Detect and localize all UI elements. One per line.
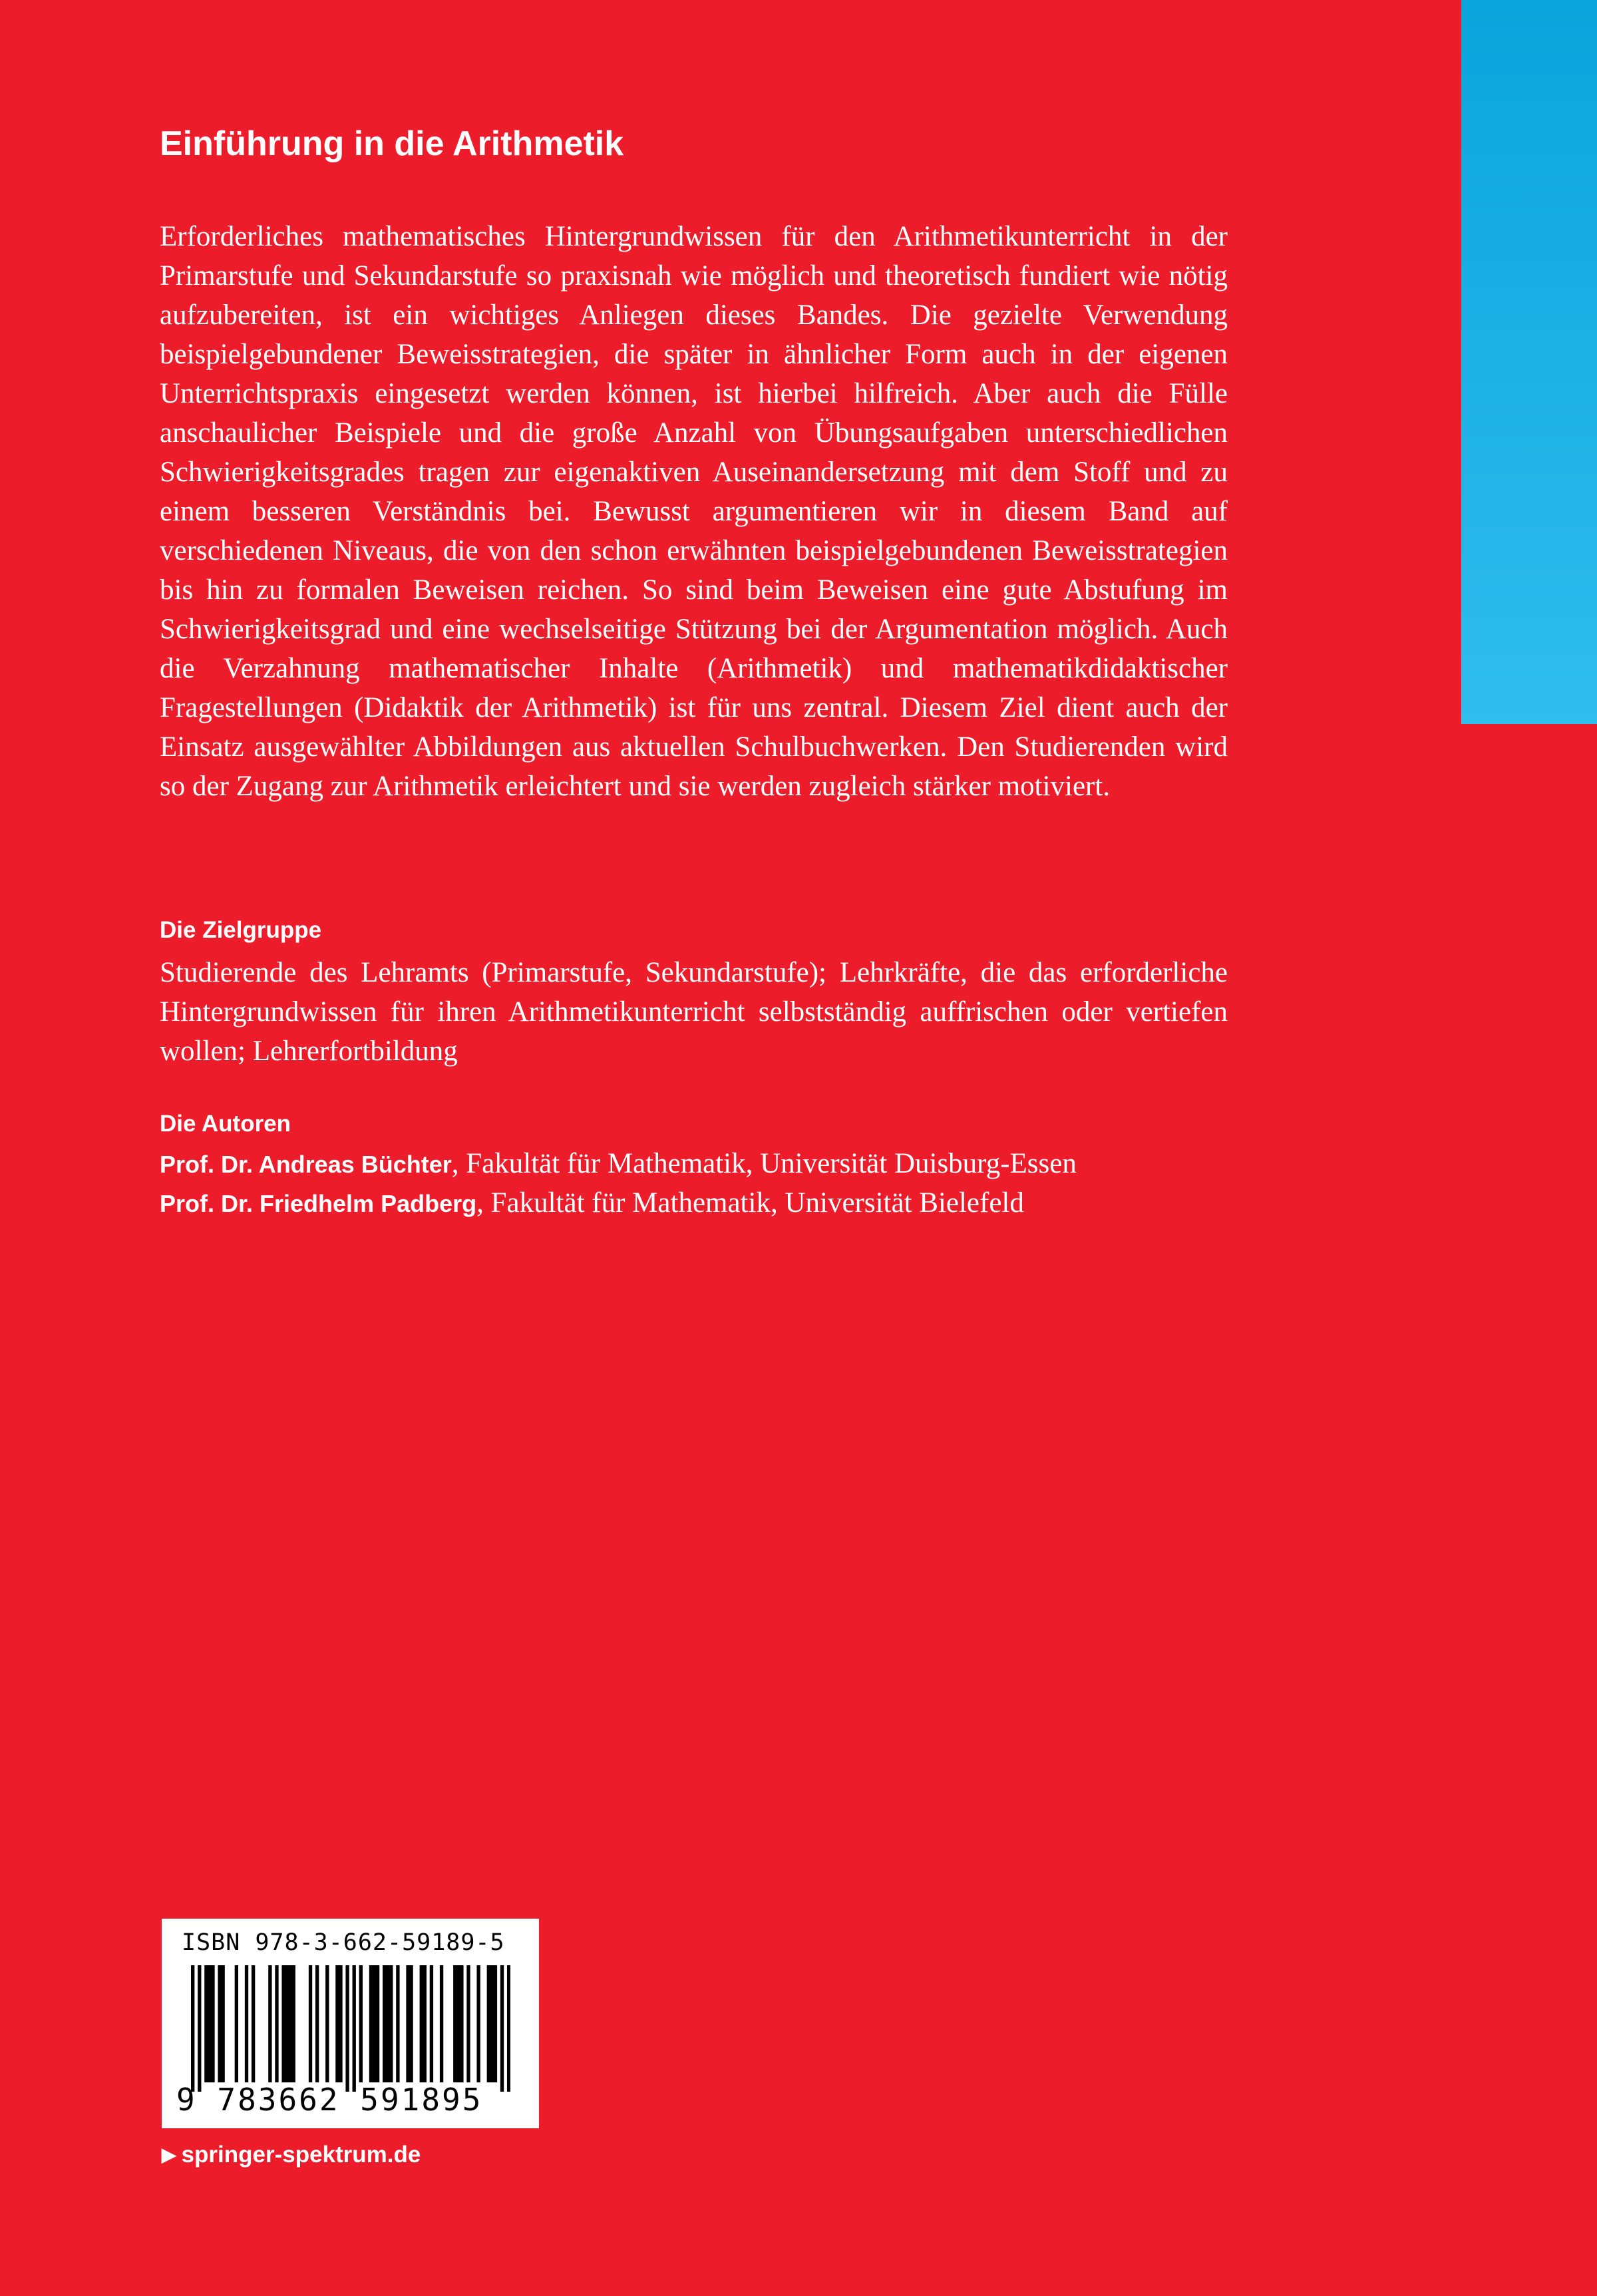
barcode-bar [369,1965,373,2082]
barcode-bar [235,1965,238,2082]
target-group-heading: Die Zielgruppe [160,917,322,943]
barcode-bar [345,1965,349,2092]
barcode-bar [221,1965,224,2082]
author-affiliation: , Fakultät für Mathematik, Universität Bielefeld [476,1187,1024,1219]
barcode-bars [191,1965,510,2092]
barcode-bar [376,1965,379,2082]
barcode-bar [198,1965,201,2092]
barcode-bar [396,1965,399,2082]
author-name: Prof. Dr. Andreas Büchter [160,1151,452,1178]
barcode-bar [309,1965,312,2082]
book-description: Erforderliches mathematisches Hintergrundwissen für den Arithmetikunterricht in der Primarstufe und Sekundarstufe so praxisnah wie möglich und theoretisch fundiert wie nötig aufzubereiten, ist ein wichtiges Anliegen dieses Bandes. Die gezielte Verwendung beispielgebundener Beweisstrategien, die später in ähnlicher Form auch in der eigenen Unterrichtspraxis eingesetzt werden können, ist hierbei hilfreich. Aber auch die Fülle anschaulicher Beispiele und die große Anzahl von Übungsaufgaben unterschiedlichen Schwierigkeitsgrades tragen zur eigenaktiven Auseinandersetzung mit dem Stoff und zu einem besseren Verständnis bei. Bewusst argumentieren wir in diesem Band auf verschiedenen Niveaus, die von den schon erwähnten beispielgebundenen Beweisstrategien bis hin zu formalen Beweisen reichen. So sind beim Beweisen eine gute Abstufung im Schwierigkeitsgrad und eine wechselseitige Stützung bei der Argumentation möglich. Auch die Verzahnung mathematischer Inhalte (Arithmetik) und mathematikdidaktischer Fragestellungen (Didaktik der Arithmetik) ist für uns zentral. Diesem Ziel dient auch der Einsatz ausgewählter Abbildungen aus aktuellen Schulbuchwerken. Den Studierenden wird so der Zugang zur Arithmetik erleichtert und sie werden zugleich stärker motiviert. [160,221,1228,802]
barcode-bar [325,1965,329,2082]
publisher-website-text: springer-spektrum.de [181,2142,421,2168]
barcode-bar [460,1965,463,2082]
barcode-bar [208,1965,211,2082]
barcode-bar [383,1965,386,2082]
barcode-bar [292,1965,295,2082]
barcode-bar [335,1965,339,2082]
barcode-bar [245,1965,248,2082]
barcode-bar [490,1965,494,2082]
barcode-bar [389,1965,393,2082]
publisher-website-link[interactable] [162,2140,421,2170]
barcode-bar [476,1965,480,2082]
author-line [160,1145,1291,1184]
barcode-bar [420,1965,423,2082]
barcode-bar [406,1965,409,2082]
barcode-bar [339,1965,342,2082]
barcode-bar [453,1965,456,2082]
barcode-bar [409,1965,413,2082]
authors-list [160,1145,1291,1223]
ean-digits: 9 783662 591895 [176,2082,483,2118]
authors-heading: Die Autoren [160,1111,291,1137]
barcode-bar [359,1965,363,2082]
barcode-bar [268,1965,271,2082]
barcode-bar [285,1965,288,2082]
barcode-bar [315,1965,319,2082]
author-affiliation: , Fakultät für Mathematik, Universität Duisburg-Essen [451,1148,1077,1179]
barcode-bar [281,1965,285,2082]
barcode-bar [218,1965,221,2082]
barcode-bar [456,1965,460,2082]
barcode-bar [487,1965,490,2082]
isbn-barcode [162,1919,539,2128]
barcode-bar [204,1965,208,2082]
barcode-bar [423,1965,427,2082]
blue-accent-tab [1461,0,1597,724]
barcode-bar [440,1965,443,2082]
barcode-bar [430,1965,433,2082]
author-name: Prof. Dr. Friedhelm Padberg [160,1190,477,1217]
barcode-bar [466,1965,470,2082]
barcode-bar [500,1965,504,2092]
barcode-bar [275,1965,278,2082]
barcode-bar [373,1965,376,2082]
barcode-bar [289,1965,292,2082]
barcode-bar [386,1965,389,2082]
author-line [160,1184,1291,1223]
barcode-bar [494,1965,497,2082]
target-group-text: Studierende des Lehramts (Primarstufe, Sekundarstufe); Lehrkräfte, die das erforderliche Hintergrundwissen für ihren Arithmetikunterricht selbstständig auffrischen oder vertiefen wollen; Lehrerfortbildung [160,957,1228,1067]
isbn-label: ISBN 978-3-662-59189-5 [182,1929,505,1956]
barcode-bar [252,1965,255,2082]
barcode-bar [353,1965,356,2092]
triangle-right-icon: ▶ [162,2144,176,2165]
book-title: Einführung in die Arithmetik [160,124,624,163]
barcode-bar [211,1965,214,2082]
barcode-bar [191,1965,194,2092]
barcode-bar [507,1965,510,2092]
